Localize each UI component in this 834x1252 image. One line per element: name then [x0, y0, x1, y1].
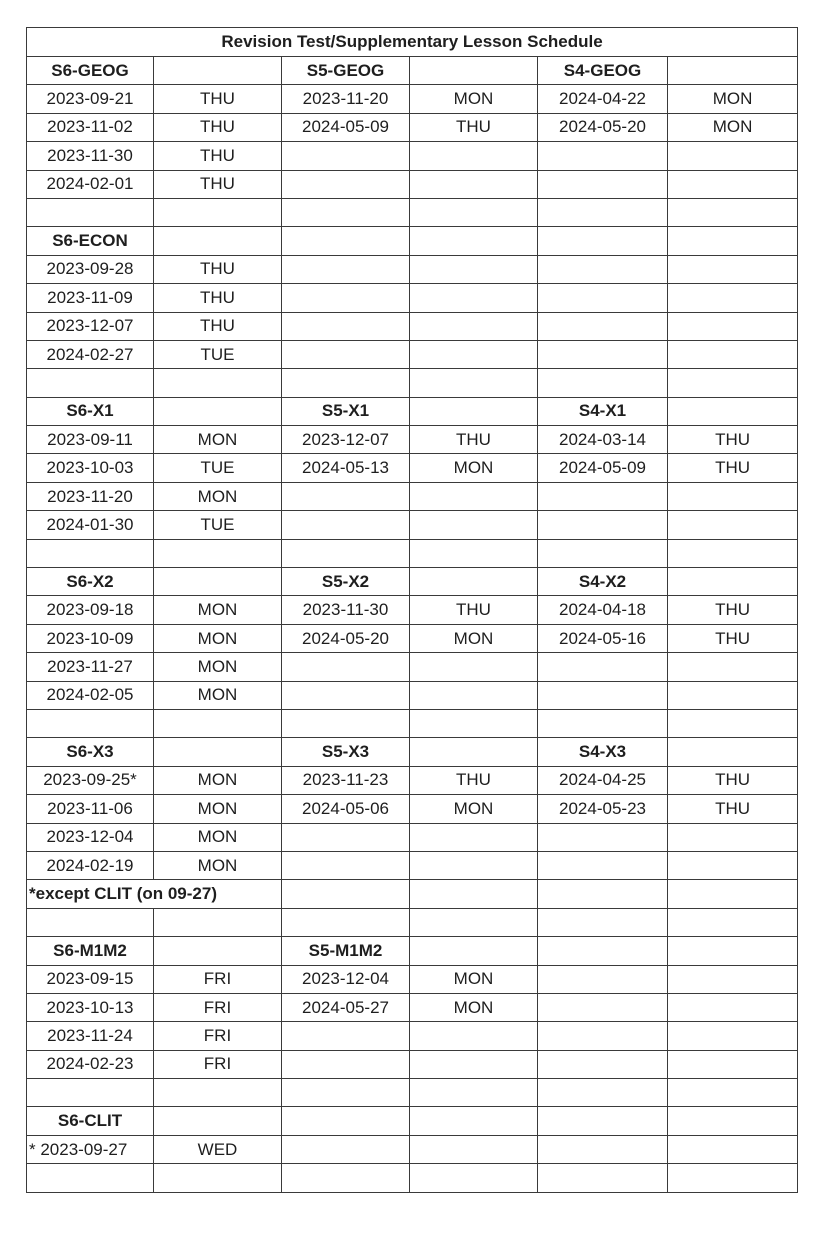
table-row — [27, 681, 798, 709]
table-cell — [538, 1050, 668, 1078]
table-cell — [668, 1079, 798, 1107]
table-cell: THU — [410, 113, 538, 141]
footnote: *except CLIT (on 09-27) — [27, 880, 282, 908]
table-cell — [538, 340, 668, 368]
title-row — [27, 28, 798, 57]
table-cell — [538, 170, 668, 198]
table-cell — [668, 1164, 798, 1192]
table-cell — [538, 482, 668, 510]
table-cell: THU — [668, 624, 798, 652]
table-row — [27, 340, 798, 368]
table-cell — [282, 823, 410, 851]
table-cell: 2024-02-01 — [27, 170, 154, 198]
group-heading: S4-X3 — [538, 738, 668, 766]
table-cell — [154, 57, 282, 85]
table-cell: 2023-09-15 — [27, 965, 154, 993]
table-cell: 2024-01-30 — [27, 511, 154, 539]
table-cell: TUE — [154, 340, 282, 368]
table-cell: 2023-11-30 — [27, 142, 154, 170]
table-cell: 2023-11-20 — [27, 482, 154, 510]
table-cell — [538, 1107, 668, 1135]
table-cell: 2023-10-09 — [27, 624, 154, 652]
table-cell — [668, 1135, 798, 1163]
table-cell — [282, 1107, 410, 1135]
group-heading: S6-M1M2 — [27, 937, 154, 965]
table-cell: THU — [668, 596, 798, 624]
table-cell — [27, 709, 154, 737]
table-cell: MON — [410, 993, 538, 1021]
table-cell: 2024-02-27 — [27, 340, 154, 368]
table-row — [27, 596, 798, 624]
table-cell — [668, 227, 798, 255]
table-row — [27, 227, 798, 255]
table-cell — [410, 482, 538, 510]
group-heading: S5-X1 — [282, 397, 410, 425]
table-cell: 2023-11-27 — [27, 653, 154, 681]
table-cell — [668, 312, 798, 340]
table-cell — [282, 227, 410, 255]
table-cell — [410, 284, 538, 312]
table-cell — [538, 511, 668, 539]
table-cell — [668, 965, 798, 993]
table-cell: THU — [154, 142, 282, 170]
table-row — [27, 653, 798, 681]
table-cell: MON — [668, 113, 798, 141]
table-cell: 2023-10-13 — [27, 993, 154, 1021]
table-row — [27, 965, 798, 993]
table-cell — [538, 1022, 668, 1050]
table-cell — [410, 170, 538, 198]
table-cell — [282, 284, 410, 312]
table-cell — [282, 369, 410, 397]
table-cell — [410, 227, 538, 255]
table-cell: 2023-09-11 — [27, 426, 154, 454]
table-cell — [410, 198, 538, 226]
table-cell: 2024-04-25 — [538, 766, 668, 794]
table-cell — [668, 1050, 798, 1078]
table-cell — [538, 312, 668, 340]
table-cell — [538, 1135, 668, 1163]
table-cell — [154, 1079, 282, 1107]
table-cell — [154, 1107, 282, 1135]
table-cell — [538, 255, 668, 283]
table-cell — [282, 198, 410, 226]
table-row — [27, 170, 798, 198]
table-row — [27, 312, 798, 340]
table-cell — [668, 397, 798, 425]
group-heading: S5-M1M2 — [282, 937, 410, 965]
table-cell — [282, 1135, 410, 1163]
table-cell: THU — [410, 426, 538, 454]
table-cell — [410, 1079, 538, 1107]
table-cell — [282, 908, 410, 936]
table-cell — [154, 369, 282, 397]
table-cell: 2023-09-25* — [27, 766, 154, 794]
table-cell — [668, 284, 798, 312]
table-cell — [282, 681, 410, 709]
table-cell: MON — [410, 624, 538, 652]
table-row — [27, 426, 798, 454]
table-cell — [410, 340, 538, 368]
table-cell: THU — [154, 85, 282, 113]
table-row — [27, 1107, 798, 1135]
table-cell — [282, 880, 410, 908]
table-cell: 2024-05-23 — [538, 795, 668, 823]
table-cell: 2023-11-24 — [27, 1022, 154, 1050]
table-cell — [282, 340, 410, 368]
table-cell: 2023-12-04 — [27, 823, 154, 851]
table-row — [27, 709, 798, 737]
table-cell — [410, 880, 538, 908]
table-row — [27, 397, 798, 425]
table-cell — [668, 1107, 798, 1135]
table-row — [27, 738, 798, 766]
table-cell — [410, 738, 538, 766]
table-cell — [27, 539, 154, 567]
table-cell — [410, 57, 538, 85]
table-cell — [668, 568, 798, 596]
group-heading: S6-ECON — [27, 227, 154, 255]
table-cell — [668, 851, 798, 879]
table-cell — [410, 709, 538, 737]
table-cell: 2023-09-21 — [27, 85, 154, 113]
table-row — [27, 795, 798, 823]
table-cell — [154, 937, 282, 965]
table-row — [27, 1022, 798, 1050]
table-cell — [410, 568, 538, 596]
table-cell — [538, 880, 668, 908]
group-heading: S4-X2 — [538, 568, 668, 596]
table-cell — [668, 340, 798, 368]
table-cell: MON — [410, 85, 538, 113]
table-cell: THU — [668, 426, 798, 454]
table-cell: THU — [410, 766, 538, 794]
table-cell — [668, 937, 798, 965]
table-cell: MON — [154, 596, 282, 624]
table-cell: 2024-05-09 — [538, 454, 668, 482]
table-cell — [410, 1050, 538, 1078]
table-cell — [282, 255, 410, 283]
table-cell: MON — [410, 454, 538, 482]
table-cell — [410, 142, 538, 170]
table-row — [27, 993, 798, 1021]
table-cell — [538, 227, 668, 255]
table-cell — [282, 1079, 410, 1107]
table-row — [27, 198, 798, 226]
table-row — [27, 1079, 798, 1107]
table-cell — [410, 851, 538, 879]
table-cell: 2024-02-23 — [27, 1050, 154, 1078]
table-cell — [282, 653, 410, 681]
table-cell — [27, 1164, 154, 1192]
table-cell — [410, 312, 538, 340]
table-cell: MON — [154, 851, 282, 879]
table-cell — [668, 823, 798, 851]
table-cell — [668, 1022, 798, 1050]
schedule-title: Revision Test/Supplementary Lesson Schedule — [27, 28, 798, 57]
table-cell — [668, 653, 798, 681]
table-cell — [154, 198, 282, 226]
table-cell — [668, 738, 798, 766]
table-cell: 2023-09-28 — [27, 255, 154, 283]
table-cell: THU — [668, 766, 798, 794]
table-cell — [668, 170, 798, 198]
table-row — [27, 255, 798, 283]
table-cell: MON — [154, 482, 282, 510]
table-cell: 2023-12-04 — [282, 965, 410, 993]
table-cell: 2024-02-19 — [27, 851, 154, 879]
table-cell — [668, 880, 798, 908]
group-heading: S5-GEOG — [282, 57, 410, 85]
table-cell: 2024-04-22 — [538, 85, 668, 113]
table-cell — [538, 681, 668, 709]
table-cell: TUE — [154, 511, 282, 539]
table-cell: 2024-04-18 — [538, 596, 668, 624]
table-cell — [410, 1135, 538, 1163]
table-cell — [538, 1079, 668, 1107]
table-cell: FRI — [154, 965, 282, 993]
table-cell — [668, 993, 798, 1021]
table-cell: THU — [154, 312, 282, 340]
table-cell: WED — [154, 1135, 282, 1163]
table-cell — [27, 908, 154, 936]
table-cell — [410, 1022, 538, 1050]
table-row — [27, 1135, 798, 1163]
table-cell — [538, 993, 668, 1021]
table-row — [27, 624, 798, 652]
table-row — [27, 482, 798, 510]
table-cell: 2024-02-05 — [27, 681, 154, 709]
table-cell — [668, 255, 798, 283]
table-cell — [154, 568, 282, 596]
table-cell — [154, 539, 282, 567]
table-cell — [668, 511, 798, 539]
group-heading: S6-X2 — [27, 568, 154, 596]
table-cell — [410, 908, 538, 936]
table-cell: 2023-11-20 — [282, 85, 410, 113]
table-cell — [538, 1164, 668, 1192]
table-cell: 2024-05-09 — [282, 113, 410, 141]
table-cell: 2024-05-27 — [282, 993, 410, 1021]
table-cell — [410, 937, 538, 965]
table-cell — [410, 1107, 538, 1135]
table-cell — [282, 511, 410, 539]
table-cell: 2024-05-13 — [282, 454, 410, 482]
table-cell: FRI — [154, 993, 282, 1021]
table-cell: THU — [154, 284, 282, 312]
table-cell — [538, 539, 668, 567]
group-heading: S5-X3 — [282, 738, 410, 766]
table-cell — [282, 709, 410, 737]
table-cell: THU — [154, 170, 282, 198]
table-row — [27, 851, 798, 879]
table-cell: MON — [410, 795, 538, 823]
table-cell: MON — [154, 795, 282, 823]
table-cell: 2023-11-30 — [282, 596, 410, 624]
table-cell: 2023-11-06 — [27, 795, 154, 823]
table-cell — [668, 709, 798, 737]
table-cell: 2023-10-03 — [27, 454, 154, 482]
table-cell — [410, 1164, 538, 1192]
group-heading: S4-GEOG — [538, 57, 668, 85]
table-row — [27, 454, 798, 482]
table-row — [27, 823, 798, 851]
table-cell — [410, 681, 538, 709]
table-cell: MON — [154, 681, 282, 709]
table-cell — [410, 255, 538, 283]
table-cell — [154, 1164, 282, 1192]
table-row — [27, 937, 798, 965]
table-cell: 2024-05-20 — [538, 113, 668, 141]
table-cell — [410, 653, 538, 681]
table-cell: 2023-09-18 — [27, 596, 154, 624]
table-cell — [154, 738, 282, 766]
table-cell: THU — [154, 113, 282, 141]
table-row — [27, 1050, 798, 1078]
table-cell — [668, 369, 798, 397]
table-cell: MON — [154, 653, 282, 681]
table-cell — [668, 482, 798, 510]
table-cell: FRI — [154, 1050, 282, 1078]
table-cell — [410, 369, 538, 397]
table-cell — [282, 312, 410, 340]
table-cell — [410, 823, 538, 851]
group-heading: S6-CLIT — [27, 1107, 154, 1135]
table-cell — [538, 142, 668, 170]
table-cell — [282, 1022, 410, 1050]
table-cell: 2024-05-20 — [282, 624, 410, 652]
schedule-table — [26, 27, 798, 1193]
table-cell — [538, 284, 668, 312]
table-cell — [668, 198, 798, 226]
table-cell: MON — [154, 426, 282, 454]
table-cell — [538, 965, 668, 993]
table-cell — [538, 908, 668, 936]
table-cell: MON — [154, 624, 282, 652]
table-cell: 2023-12-07 — [282, 426, 410, 454]
table-cell: MON — [668, 85, 798, 113]
table-cell: 2023-11-02 — [27, 113, 154, 141]
table-cell: FRI — [154, 1022, 282, 1050]
table-row — [27, 85, 798, 113]
group-heading: S6-GEOG — [27, 57, 154, 85]
table-cell — [282, 142, 410, 170]
group-heading: S4-X1 — [538, 397, 668, 425]
table-cell: 2024-03-14 — [538, 426, 668, 454]
table-row — [27, 142, 798, 170]
table-cell — [410, 539, 538, 567]
table-row — [27, 369, 798, 397]
table-cell — [538, 823, 668, 851]
table-cell — [410, 397, 538, 425]
table-cell: * 2023-09-27 — [27, 1135, 154, 1163]
table-cell: 2023-11-23 — [282, 766, 410, 794]
table-cell: 2023-11-09 — [27, 284, 154, 312]
table-cell — [668, 908, 798, 936]
table-row — [27, 284, 798, 312]
table-row — [27, 880, 798, 908]
table-cell: THU — [668, 795, 798, 823]
table-cell — [538, 369, 668, 397]
table-cell: 2024-05-16 — [538, 624, 668, 652]
table-row — [27, 539, 798, 567]
table-cell — [282, 539, 410, 567]
table-row — [27, 568, 798, 596]
table-cell — [27, 198, 154, 226]
table-cell — [410, 511, 538, 539]
group-heading: S6-X1 — [27, 397, 154, 425]
table-cell: THU — [154, 255, 282, 283]
table-cell — [668, 681, 798, 709]
table-cell — [154, 227, 282, 255]
table-cell — [538, 198, 668, 226]
table-row — [27, 1164, 798, 1192]
table-row — [27, 766, 798, 794]
table-cell: THU — [410, 596, 538, 624]
table-cell: MON — [154, 823, 282, 851]
group-heading: S6-X3 — [27, 738, 154, 766]
group-heading: S5-X2 — [282, 568, 410, 596]
table-row — [27, 57, 798, 85]
table-cell — [154, 397, 282, 425]
table-cell — [27, 369, 154, 397]
table-cell: THU — [668, 454, 798, 482]
table-row — [27, 511, 798, 539]
table-cell: TUE — [154, 454, 282, 482]
table-cell — [538, 937, 668, 965]
table-cell — [282, 482, 410, 510]
table-cell — [668, 142, 798, 170]
table-cell: 2023-12-07 — [27, 312, 154, 340]
table-cell: 2024-05-06 — [282, 795, 410, 823]
table-cell: MON — [410, 965, 538, 993]
table-cell — [282, 170, 410, 198]
table-cell — [27, 1079, 154, 1107]
table-cell — [282, 851, 410, 879]
table-cell — [282, 1164, 410, 1192]
table-cell — [668, 57, 798, 85]
table-cell — [538, 653, 668, 681]
table-cell — [538, 709, 668, 737]
table-cell — [282, 1050, 410, 1078]
table-cell: MON — [154, 766, 282, 794]
table-cell — [538, 851, 668, 879]
table-cell — [154, 709, 282, 737]
table-cell — [154, 908, 282, 936]
table-row — [27, 908, 798, 936]
table-row — [27, 113, 798, 141]
table-cell — [668, 539, 798, 567]
